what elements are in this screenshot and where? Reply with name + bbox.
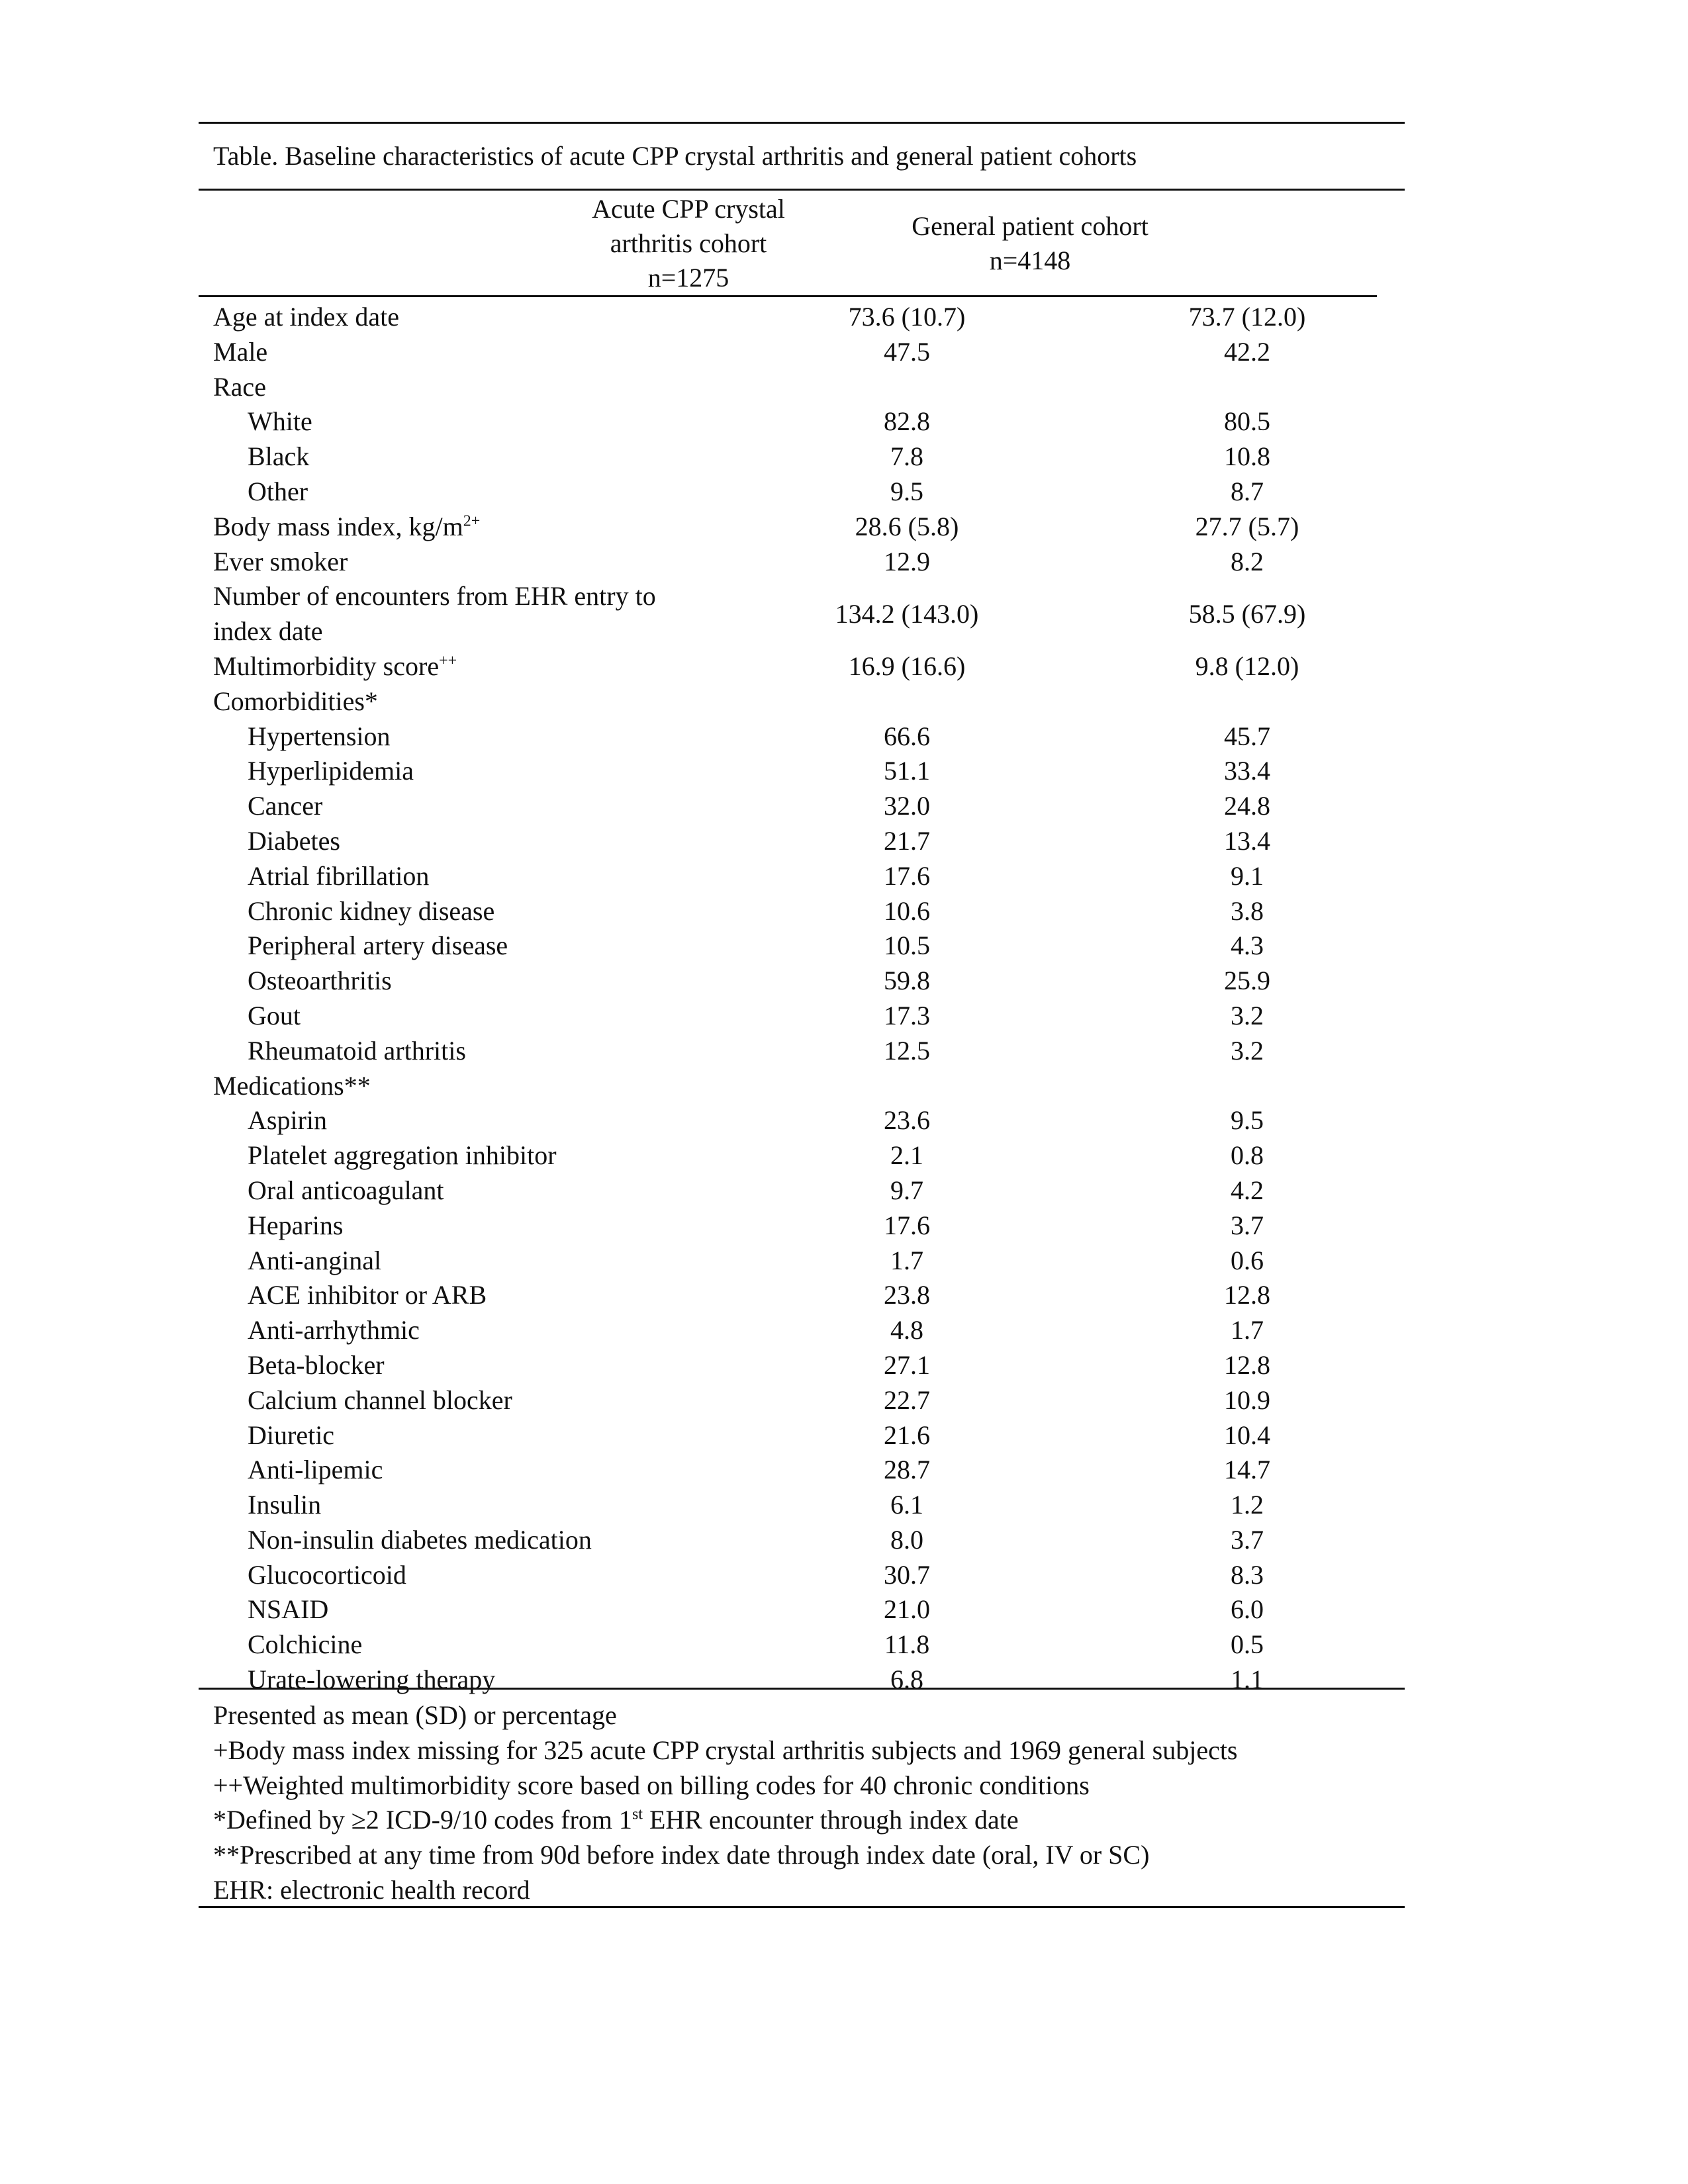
row-label (248, 1627, 777, 1662)
cell-acute-value: 47.5 (884, 336, 930, 367)
cell-general-value: 8.2 (1231, 546, 1264, 576)
cell-acute-value: 28.6 (5.8) (855, 511, 959, 541)
row-label-text: Non-insulin diabetes medication (248, 1524, 592, 1555)
row-label-text: Insulin (248, 1490, 322, 1520)
cell-general-value: 8.3 (1231, 1559, 1264, 1590)
table-row (213, 404, 1418, 439)
cell-acute-value: 21.6 (884, 1420, 930, 1450)
cell-acute-value: 7.8 (890, 441, 923, 472)
table-row (213, 579, 1418, 649)
row-label (248, 1034, 777, 1069)
cell-general-value: 10.4 (1224, 1420, 1270, 1450)
row-label (248, 1244, 777, 1279)
table-row (213, 824, 1418, 859)
cell-general-value: 4.3 (1231, 931, 1264, 961)
row-label (248, 859, 777, 894)
row-label (248, 894, 777, 929)
cell-general-value: 8.7 (1231, 476, 1264, 506)
row-label (248, 999, 777, 1034)
row-label (213, 370, 743, 405)
cell-acute-value: 23.8 (884, 1280, 930, 1310)
footnote-text: EHR: electronic health record (213, 1874, 530, 1905)
row-label-text: Atrial fibrillation (248, 860, 430, 891)
table-row (213, 859, 1418, 894)
row-label (248, 1348, 777, 1383)
row-label-text: Body mass index, kg/m (213, 511, 463, 541)
cell-acute-value: 10.5 (884, 931, 930, 961)
row-label (248, 824, 777, 859)
cell-acute-value: 27.1 (884, 1349, 930, 1380)
cell-acute-value: 17.6 (884, 860, 930, 891)
footnote-superscript: st (632, 1806, 643, 1824)
cell-acute-value: 2.1 (890, 1140, 923, 1171)
cell-acute-value: 66.6 (884, 721, 930, 751)
row-label (213, 510, 743, 545)
cell-general-value: 13.4 (1224, 825, 1270, 856)
table-row (213, 1383, 1418, 1418)
row-label-text: Male (213, 336, 268, 367)
cell-general-value: 0.6 (1231, 1245, 1264, 1275)
table-row (213, 1173, 1418, 1208)
cell-acute-value: 30.7 (884, 1559, 930, 1590)
cell-acute-value: 12.5 (884, 1035, 930, 1066)
row-label-superscript: ++ (439, 652, 457, 670)
cell-general-value: 3.7 (1231, 1210, 1264, 1240)
row-label (213, 649, 743, 684)
footnote-text-continued: EHR encounter through index date (642, 1805, 1019, 1835)
table-row (213, 439, 1418, 475)
column-header-acute-line1: Acute CPP crystal (592, 194, 785, 224)
table-row (213, 649, 1418, 684)
table-row (213, 684, 1418, 719)
cell-acute-value: 22.7 (884, 1385, 930, 1415)
cell-general-value: 10.9 (1224, 1385, 1270, 1415)
cell-general-value: 0.8 (1231, 1140, 1264, 1171)
row-label (248, 1138, 777, 1173)
row-label (213, 684, 743, 719)
row-label-text: Oral anticoagulant (248, 1175, 444, 1205)
table-row (213, 1348, 1418, 1383)
table-row (213, 1138, 1418, 1173)
table-row (213, 1662, 1418, 1698)
row-label-text: NSAID (248, 1594, 329, 1625)
cell-general-value: 80.5 (1224, 406, 1270, 437)
footnote (213, 1838, 1238, 1873)
row-label-text: Medications** (213, 1070, 371, 1101)
row-label-text: Cancer (248, 791, 323, 821)
cell-general-value: 42.2 (1224, 336, 1270, 367)
cell-acute-value: 134.2 (143.0) (835, 598, 979, 629)
table-row (213, 1418, 1418, 1453)
row-label-text: Colchicine (248, 1629, 363, 1660)
table-row (213, 719, 1418, 754)
cell-general-value: 1.1 (1231, 1664, 1264, 1695)
cell-general-value: 12.8 (1224, 1349, 1270, 1380)
row-label-text: Peripheral artery disease (248, 931, 508, 961)
row-label (248, 1103, 777, 1138)
row-label (248, 1662, 777, 1698)
row-label-text: Diuretic (248, 1420, 335, 1450)
cell-general-value: 6.0 (1231, 1594, 1264, 1625)
row-label (248, 404, 777, 439)
row-label (248, 754, 777, 789)
table-title: Table. Baseline characteristics of acute CPP crystal arthritis and general patient cohorts (213, 141, 1137, 171)
table-row (213, 1488, 1418, 1523)
table-row (213, 1244, 1418, 1279)
row-label (248, 1383, 777, 1418)
column-header-general-line1: General patient cohort (912, 211, 1149, 241)
cell-general-value: 1.2 (1231, 1490, 1264, 1520)
cell-general-value: 4.2 (1231, 1175, 1264, 1205)
cell-acute-value: 4.8 (890, 1315, 923, 1345)
row-label (213, 300, 743, 335)
row-label-text: Anti-lipemic (248, 1455, 383, 1485)
cell-general-value: 9.1 (1231, 860, 1264, 891)
cell-acute-value: 1.7 (890, 1245, 923, 1275)
table-row (213, 754, 1418, 789)
cell-general-value: 1.7 (1231, 1315, 1264, 1345)
cell-general-value: 0.5 (1231, 1629, 1264, 1660)
row-label (248, 475, 777, 510)
row-label-text: Hypertension (248, 721, 391, 751)
row-label-text: Ever smoker (213, 546, 348, 576)
cell-general-value: 9.8 (12.0) (1195, 651, 1299, 681)
row-label (248, 1488, 777, 1523)
cell-general-value: 73.7 (12.0) (1188, 302, 1306, 332)
table-bottom-rule (199, 1688, 1405, 1690)
cell-general-value: 58.5 (67.9) (1188, 598, 1306, 629)
row-label (248, 1592, 777, 1627)
cell-general-value: 25.9 (1224, 966, 1270, 996)
row-label-text: Calcium channel blocker (248, 1385, 512, 1415)
column-header-acute-line2: arthritis cohort (610, 228, 767, 258)
column-header-general-line2: n=4148 (989, 246, 1071, 275)
table-top-rule (199, 122, 1405, 124)
row-label-text: Aspirin (248, 1105, 327, 1136)
row-label (248, 1173, 777, 1208)
table-row (213, 510, 1418, 545)
row-label-text: White (248, 406, 312, 437)
cell-general-value: 3.2 (1231, 1035, 1264, 1066)
row-label-text: ACE inhibitor or ARB (248, 1280, 487, 1310)
table-row (213, 1558, 1418, 1593)
table-row (213, 545, 1418, 580)
footnote-text: **Prescribed at any time from 90d before index date through index date (oral, IV or SC) (213, 1840, 1150, 1870)
cell-acute-value: 17.3 (884, 1000, 930, 1030)
title-bottom-rule (199, 189, 1405, 191)
row-label (248, 1208, 777, 1244)
cell-acute-value: 59.8 (884, 966, 930, 996)
cell-general-value: 10.8 (1224, 441, 1270, 472)
table-row (213, 335, 1418, 370)
table-body (213, 300, 1418, 1698)
table-row (213, 1034, 1418, 1069)
table-row (213, 929, 1418, 964)
footnotes-bottom-rule (199, 1906, 1405, 1908)
row-label-text: Age at index date (213, 302, 399, 332)
cell-acute-value: 12.9 (884, 546, 930, 576)
column-header-acute (516, 192, 861, 295)
table-row (213, 1069, 1418, 1104)
row-label-text: Multimorbidity score (213, 651, 440, 681)
cell-acute-value: 82.8 (884, 406, 930, 437)
table-row (213, 1592, 1418, 1627)
row-label (248, 719, 777, 754)
table-row (213, 1208, 1418, 1244)
row-label (248, 1278, 777, 1313)
row-label (248, 964, 777, 999)
row-label-text: Rheumatoid arthritis (248, 1035, 466, 1066)
cell-general-value: 3.7 (1231, 1524, 1264, 1555)
table-row (213, 1523, 1418, 1558)
row-label-text: Hyperlipidemia (248, 756, 414, 786)
row-label (248, 1453, 777, 1488)
cell-general-value: 9.5 (1231, 1105, 1264, 1136)
cell-acute-value: 10.6 (884, 895, 930, 926)
row-label-text: Beta-blocker (248, 1349, 385, 1380)
row-label (248, 1523, 777, 1558)
table-row (213, 300, 1418, 335)
table-row (213, 789, 1418, 824)
cell-acute-value: 51.1 (884, 756, 930, 786)
table-row (213, 475, 1418, 510)
column-header-general (845, 209, 1215, 278)
cell-acute-value: 23.6 (884, 1105, 930, 1136)
cell-acute-value: 21.0 (884, 1594, 930, 1625)
footnote-text: Presented as mean (SD) or percentage (213, 1700, 617, 1730)
row-label-text: Anti-anginal (248, 1245, 382, 1275)
cell-acute-value: 8.0 (890, 1524, 923, 1555)
table-row (213, 1453, 1418, 1488)
row-label (248, 789, 777, 824)
row-label (248, 929, 777, 964)
row-label-text: Number of encounters from EHR entry to index date (213, 581, 656, 647)
footnote (213, 1698, 1238, 1733)
cell-acute-value: 6.1 (890, 1490, 923, 1520)
footnote-text: ++Weighted multimorbidity score based on billing codes for 40 chronic conditions (213, 1770, 1090, 1800)
row-label (248, 439, 777, 475)
row-label-text: Platelet aggregation inhibitor (248, 1140, 557, 1171)
column-header-acute-line3: n=1275 (647, 263, 729, 293)
cell-acute-value: 6.8 (890, 1664, 923, 1695)
header-bottom-rule (199, 295, 1377, 297)
row-label (248, 1418, 777, 1453)
table-row (213, 1103, 1418, 1138)
table-row (213, 894, 1418, 929)
footnote (213, 1803, 1238, 1838)
table-row (213, 1627, 1418, 1662)
table-row (213, 999, 1418, 1034)
cell-acute-value: 73.6 (10.7) (848, 302, 966, 332)
row-label (213, 579, 716, 649)
row-label (248, 1558, 777, 1593)
cell-acute-value: 32.0 (884, 791, 930, 821)
cell-general-value: 3.2 (1231, 1000, 1264, 1030)
row-label-text: Diabetes (248, 825, 340, 856)
cell-acute-value: 9.5 (890, 476, 923, 506)
row-label-text: Black (248, 441, 310, 472)
cell-acute-value: 28.7 (884, 1455, 930, 1485)
footnote (213, 1733, 1238, 1768)
footnote-text: *Defined by ≥2 ICD-9/10 codes from 1 (213, 1805, 632, 1835)
row-label-superscript: 2+ (463, 512, 481, 530)
table-footnotes (213, 1698, 1238, 1908)
cell-general-value: 3.8 (1231, 895, 1264, 926)
table-row (213, 964, 1418, 999)
cell-general-value: 14.7 (1224, 1455, 1270, 1485)
row-label-text: Osteoarthritis (248, 966, 392, 996)
row-label-text: Urate-lowering therapy (248, 1664, 496, 1695)
row-label-text: Race (213, 371, 266, 402)
row-label-text: Comorbidities* (213, 686, 378, 716)
footnote (213, 1873, 1238, 1908)
row-label-text: Glucocorticoid (248, 1559, 406, 1590)
cell-acute-value: 21.7 (884, 825, 930, 856)
cell-general-value: 27.7 (5.7) (1195, 511, 1299, 541)
cell-general-value: 12.8 (1224, 1280, 1270, 1310)
cell-general-value: 33.4 (1224, 756, 1270, 786)
footnote-text: +Body mass index missing for 325 acute CPP crystal arthritis subjects and 1969 general subjects (213, 1735, 1238, 1765)
row-label (213, 1069, 743, 1104)
row-label-text: Other (248, 476, 308, 506)
cell-acute-value: 17.6 (884, 1210, 930, 1240)
row-label (248, 1313, 777, 1348)
row-label (213, 335, 743, 370)
table-row (213, 1313, 1418, 1348)
table-row (213, 370, 1418, 405)
cell-general-value: 24.8 (1224, 791, 1270, 821)
row-label-text: Heparins (248, 1210, 344, 1240)
row-label (213, 545, 743, 580)
cell-acute-value: 11.8 (884, 1629, 930, 1660)
footnote (213, 1768, 1238, 1803)
cell-acute-value: 9.7 (890, 1175, 923, 1205)
row-label-text: Gout (248, 1000, 301, 1030)
row-label-text: Chronic kidney disease (248, 895, 495, 926)
cell-acute-value: 16.9 (16.6) (848, 651, 966, 681)
row-label-text: Anti-arrhythmic (248, 1315, 420, 1345)
table-row (213, 1278, 1418, 1313)
cell-general-value: 45.7 (1224, 721, 1270, 751)
